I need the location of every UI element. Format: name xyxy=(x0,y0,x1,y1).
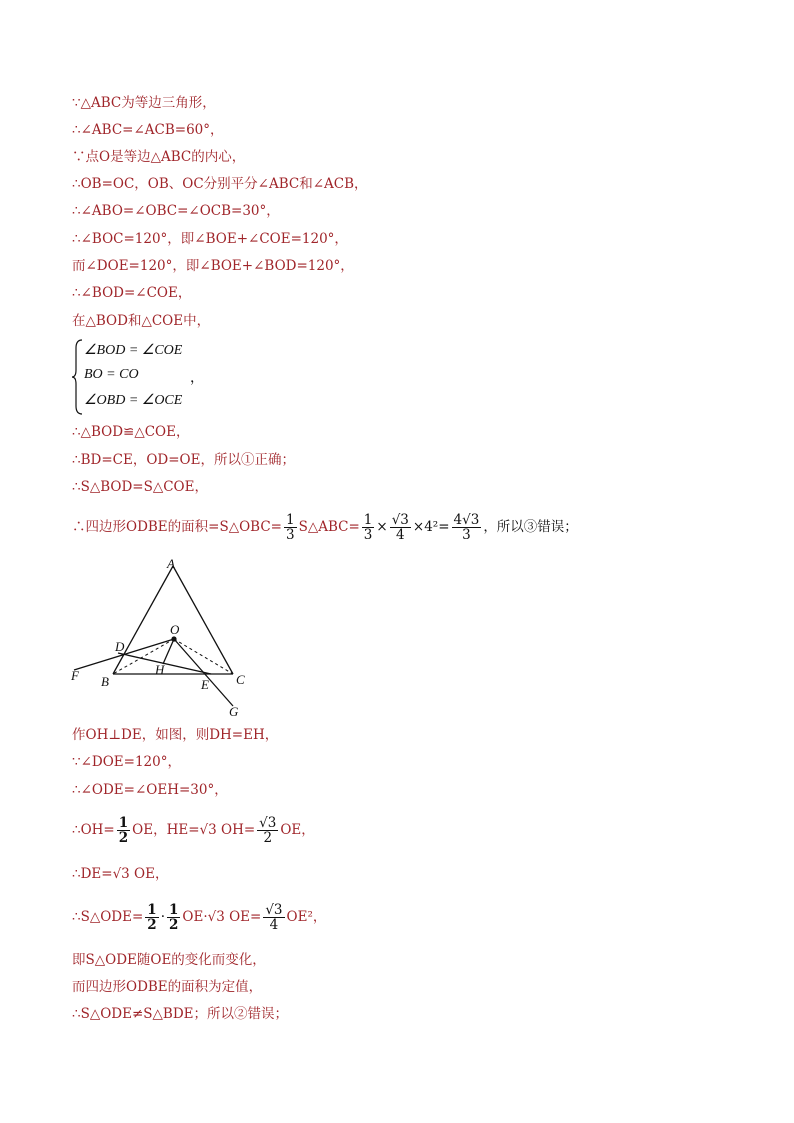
numerator: √3 xyxy=(391,512,409,528)
area-mid: S△ABC= xyxy=(298,519,360,535)
oh-mid: OE，HE=√3 OH= xyxy=(132,822,256,838)
numerator: 1 xyxy=(118,815,129,831)
line-21: 而四边形ODBE的面积为定值， xyxy=(72,979,263,995)
line-16: ∴∠ODE=∠OEH=30°， xyxy=(72,782,228,798)
label-G: G xyxy=(229,704,239,718)
segment-AC xyxy=(173,566,233,674)
line-4: ∴OB=OC，OB、OC分别平分∠ABC和∠ACB， xyxy=(72,176,368,192)
denominator: 3 xyxy=(462,527,471,543)
point-O xyxy=(171,636,176,641)
area-suffix: ，所以③错误； xyxy=(483,519,578,535)
sode-line xyxy=(72,902,326,932)
area-prefix: ∴四边形ODBE的面积=S△OBC= xyxy=(72,519,282,535)
label-F: F xyxy=(71,668,79,683)
label-B: B xyxy=(101,674,109,689)
line-10: ∴△BOD≌△COE， xyxy=(72,424,190,440)
numerator: 1 xyxy=(363,512,373,528)
label-O: O xyxy=(170,622,180,637)
fraction xyxy=(145,903,158,932)
system-eq-3: ∠OBD = ∠OCE xyxy=(84,393,183,408)
label-D: D xyxy=(115,639,125,654)
sode-suffix: OE²， xyxy=(286,909,327,925)
geometry-figure xyxy=(66,558,266,718)
fraction xyxy=(390,513,411,542)
numerator: 1 xyxy=(168,902,179,918)
sode-mid: OE·√3 OE= xyxy=(182,909,262,925)
line-7: 而∠DOE=120°，即∠BOE+∠BOD=120°， xyxy=(72,258,354,274)
denominator: 2 xyxy=(168,917,179,933)
fraction xyxy=(452,513,482,542)
area-line xyxy=(72,512,578,542)
numerator: 4√3 xyxy=(453,512,480,528)
segment-OH xyxy=(163,639,174,664)
line-18: ∴DE=√3 OE， xyxy=(72,866,169,882)
label-A: A xyxy=(167,558,175,571)
line-3: ∵点O是等边△ABC的内心， xyxy=(72,149,246,165)
denominator: 4 xyxy=(396,527,405,543)
denominator: 2 xyxy=(263,830,273,846)
line-6: ∴∠BOC=120°，即∠BOE+∠COE=120°， xyxy=(72,231,348,247)
line-2: ∴∠ABC=∠ACB=60°， xyxy=(72,122,224,138)
numerator: 1 xyxy=(147,902,157,918)
brace-icon xyxy=(72,338,84,416)
line-15: ∵∠DOE=120°， xyxy=(72,754,181,770)
fraction xyxy=(167,903,180,932)
label-E: E xyxy=(201,677,209,692)
denominator: 4 xyxy=(269,917,279,933)
system-eq-2: BO = CO xyxy=(84,367,139,382)
denominator: 3 xyxy=(363,527,373,543)
dot-sign: · xyxy=(160,909,165,925)
line-1: ∵△ABC为等边三角形， xyxy=(72,95,216,111)
dashed-OC xyxy=(174,639,233,674)
line-9: 在△BOD和△COE中， xyxy=(72,313,211,329)
line-14: 作OH⊥DE，如图，则DH=EH， xyxy=(72,727,279,743)
label-C: C xyxy=(236,672,245,687)
line-22: ∴S△ODE≠S△BDE；所以②错误； xyxy=(72,1006,289,1022)
denominator: 2 xyxy=(118,830,129,846)
fraction xyxy=(362,513,375,542)
numerator: 1 xyxy=(286,512,295,528)
fraction xyxy=(117,816,130,845)
fraction xyxy=(257,816,278,845)
line-11: ∴BD=CE，OD=OE，所以①正确； xyxy=(72,452,295,468)
oh-suffix: OE， xyxy=(280,822,315,838)
line-5: ∴∠ABO=∠OBC=∠OCB=30°， xyxy=(72,203,280,219)
line-12: ∴S△BOD=S△COE， xyxy=(72,479,208,495)
denominator: 3 xyxy=(286,527,295,543)
label-H: H xyxy=(155,662,165,677)
line-20: 即S△ODE随OE的变化而变化， xyxy=(72,952,266,968)
oh-prefix: ∴OH= xyxy=(72,822,115,838)
oh-line xyxy=(72,815,315,845)
line-8: ∴∠BOD=∠COE， xyxy=(72,285,192,301)
denominator: 2 xyxy=(147,917,157,933)
system-eq-1: ∠BOD = ∠COE xyxy=(84,343,183,358)
times-four-squared: ×4²= xyxy=(412,519,450,535)
system-tail: ， xyxy=(190,371,204,386)
times-sign: × xyxy=(376,519,388,535)
fraction xyxy=(263,903,284,932)
segment-AB xyxy=(113,566,173,674)
sode-prefix: ∴S△ODE= xyxy=(72,909,144,925)
numerator: √3 xyxy=(259,815,277,831)
numerator: √3 xyxy=(265,902,283,918)
fraction xyxy=(284,513,297,542)
